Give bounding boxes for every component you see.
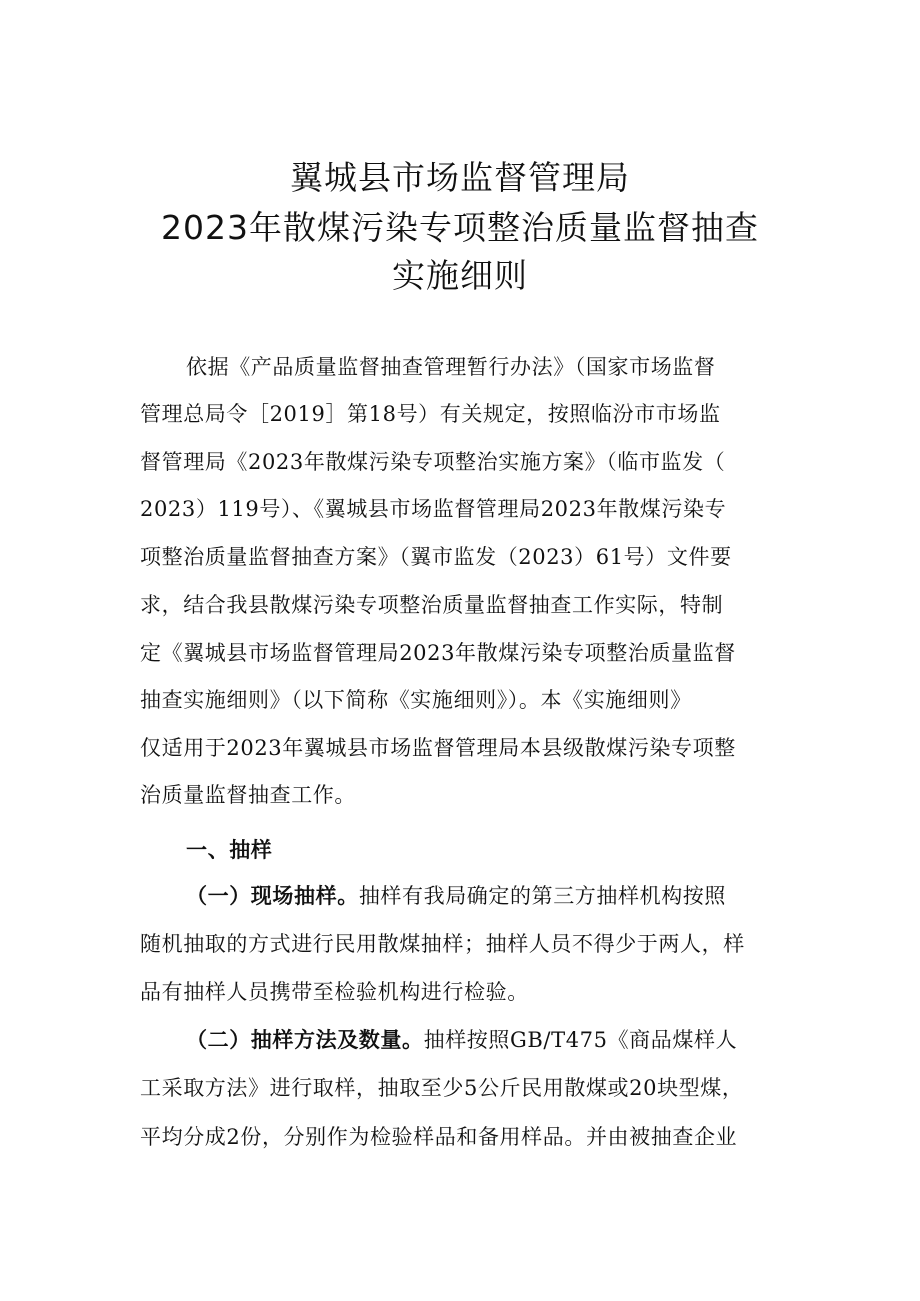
item-line: 平均分成2份，分别作为检验样品和备用样品。并由被抽查企业 (140, 1125, 738, 1149)
item-text: 抽样有我局确定的第三方抽样机构按照 (358, 884, 727, 908)
item-first-line (186, 1024, 790, 1056)
intro-line: 依据《产品质量监督抽查管理暂行办法》（国家市场监督 (186, 355, 716, 379)
item-line: 随机抽取的方式进行民用散煤抽样；抽样人员不得少于两人，样 (140, 932, 745, 956)
item-line: 品有抽样人员携带至检验机构进行检验。 (140, 980, 529, 1004)
intro-line: 项整治质量监督抽查方案》（翼市监发（2023）61号）文件要 (140, 545, 732, 569)
intro-line: 治质量监督抽查工作。 (140, 783, 356, 807)
title-line-2: 2023年散煤污染专项整治质量监督抽查 (161, 208, 759, 247)
title-line-3: 实施细则 (392, 256, 528, 295)
section-heading: 一、抽样 (186, 838, 273, 862)
item-label: （一）现场抽样。 (186, 884, 359, 908)
intro-line: 管理总局令［2019］第18号）有关规定，按照临汾市市场监 (140, 402, 721, 426)
item-text: 抽样按照GB/T475《商品煤样人 (423, 1028, 738, 1052)
intro-line: 督管理局《2023年散煤污染专项整治实施方案》（临市监发（ (140, 450, 726, 474)
intro-line: 抽查实施细则》（以下简称《实施细则》）。本《实施细则》 (140, 688, 692, 712)
intro-line: 2023）119号）、《翼城县市场监督管理局2023年散煤污染专 (140, 497, 727, 521)
item-first-line (186, 880, 790, 912)
title-line-1: 翼城县市场监督管理局 (290, 158, 630, 197)
item-label: （二）抽样方法及数量。 (186, 1028, 424, 1052)
intro-line: 仅适用于2023年翼城县市场监督管理局本县级散煤污染专项整 (140, 736, 736, 760)
item-line: 工采取方法》进行取样，抽取至少5公斤民用散煤或20块型煤， (140, 1076, 744, 1100)
intro-line: 定《翼城县市场监督管理局2023年散煤污染专项整治质量监督 (140, 641, 736, 665)
intro-line: 求，结合我县散煤污染专项整治质量监督抽查工作实际，特制 (140, 593, 724, 617)
